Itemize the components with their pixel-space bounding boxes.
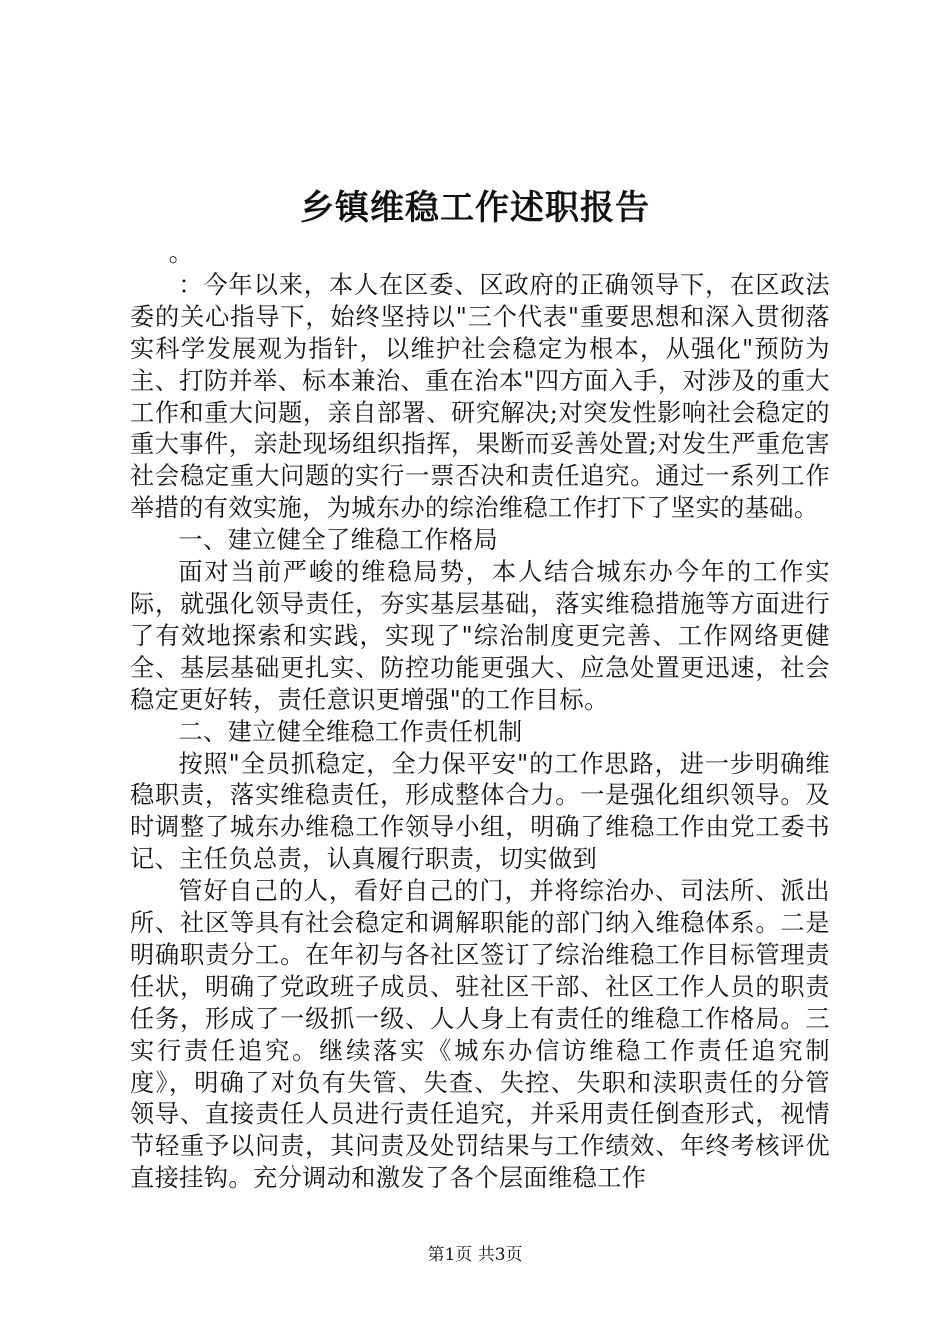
document-title: 乡镇维稳工作述职报告 <box>300 188 650 228</box>
body-paragraph-1: ：今年以来，本人在区委、区政府的正确领导下，在区政法委的关心指导下，始终坚持以"三个代表"重要思想和深入贯彻落实科学发展观为指针，以维护社会稳定为根本，从强化"预防为主、打防并举、标本兼治、重在治本"四方面入手，对涉及的重大工作和重大问题，亲自部署、研究解决;对突发性影响社会稳定的重大事件，亲赴现场组织指挥，果断而妥善处置;对发生严重危害社会稳定重大问题的实行一票否决和责任追究。通过一系列工作举措的有效实施，为城东办的综治维稳工作打下了坚实的基础。 <box>130 270 830 523</box>
document-body <box>130 238 830 1195</box>
page-footer: 第1页 共3页 <box>427 1245 523 1265</box>
body-paragraph-5: 按照"全员抓稳定，全力保平安"的工作思路，进一步明确维稳职责，落实维稳责任，形成整体合力。一是强化组织领导。及时调整了城东办维稳工作领导小组，明确了维稳工作由党工委书记、主任负总责，认真履行职责，切实做到 <box>130 749 830 874</box>
body-paragraph-3: 面对当前严峻的维稳局势，本人结合城东办今年的工作实际，就强化领导责任，夯实基层基础，落实维稳措施等方面进行了有效地探索和实践，实现了"综治制度更完善、工作网络更健全、基层基础更扎实、防控功能更强大、应急处置更迅速，社会稳定更好转，责任意识更增强"的工作目标。 <box>130 558 830 714</box>
section-heading-1: 一、建立健全了维稳工作格局 <box>178 526 499 555</box>
section-heading-2: 二、建立健全维稳工作责任机制 <box>178 717 523 746</box>
body-paragraph-0: 。 <box>168 239 194 267</box>
body-paragraph-6: 管好自己的人，看好自己的门，并将综治办、司法所、派出所、社区等具有社会稳定和调解职能的部门纳入维稳体系。二是明确职责分工。在年初与各社区签订了综治维稳工作目标管理责任状，明确了党政班子成员、驻社区干部、社区工作人员的职责任务，形成了一级抓一级、人人身上有责任的维稳工作格局。三实行责任追究。继续落实《城东办信访维稳工作责任追究制度》，明确了对负有失管、失查、失控、失职和渎职责任的分管领导、直接责任人员进行责任追究，并采用责任倒查形式，视情节轻重予以问责，其问责及处罚结果与工作绩效、年终考核评优直接挂钩。充分调动和激发了各个层面维稳工作 <box>130 877 830 1193</box>
